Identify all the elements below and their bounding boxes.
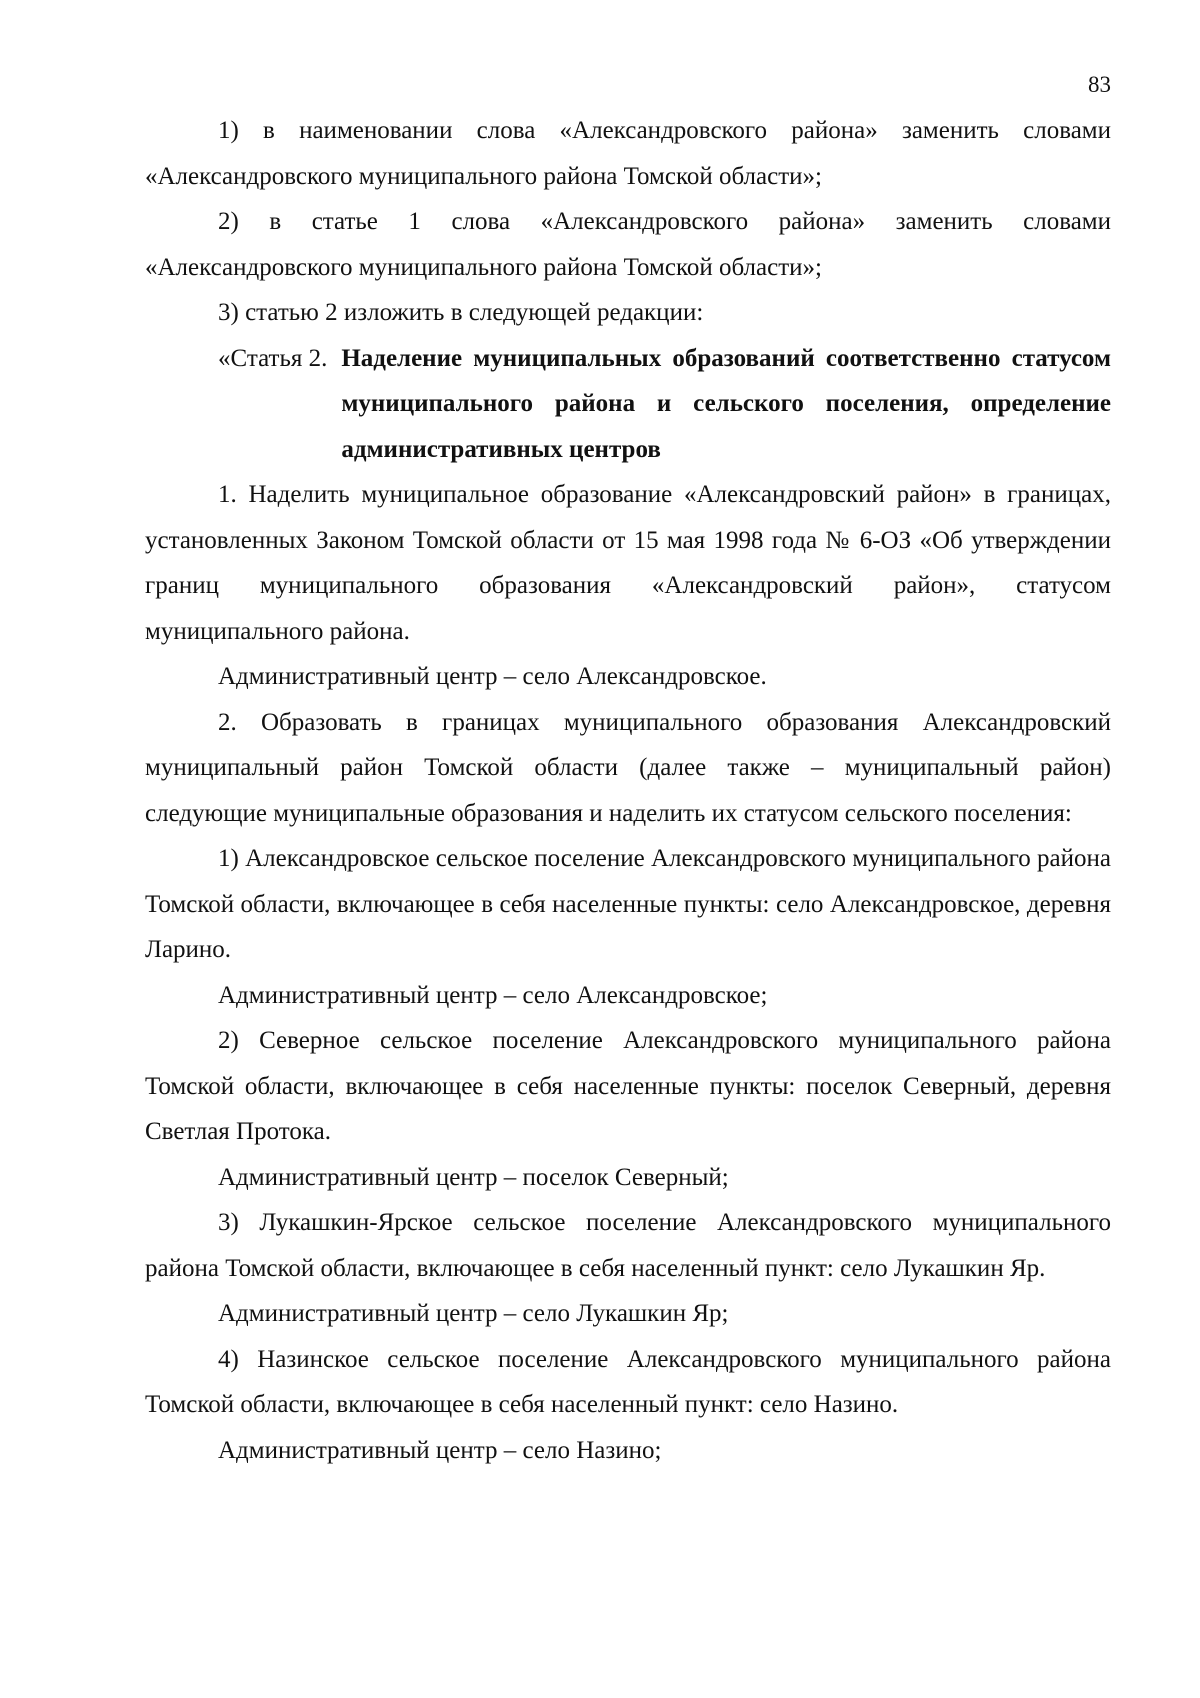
amendment-item-2: 2) в статье 1 слова «Александровского района» заменить словами «Александровского муниципального района Томской области»; <box>145 208 1111 281</box>
settlement-3: 3) Лукашкин-Ярское сельское поселение Александровского муниципального района Томской области, включающее в себя населенный пункт: село Лукашкин Яр. <box>145 1209 1111 1282</box>
admin-center-1: Административный центр – село Александровское; <box>218 981 768 1009</box>
admin-center-3: Административный центр – село Лукашкин Яр; <box>218 1300 729 1327</box>
clause-2: 2. Образовать в границах муниципального образования Александровский муниципальный район Томской области (далее также – муниципальный район) следующие муниципальные образования и наделить их статусом сельского поселения: <box>145 708 1111 827</box>
settlement-2: 2) Северное сельское поселение Александровского муниципального района Томской области, включающее в себя населенные пункты: поселок Северный, деревня Светлая Протока. <box>145 1027 1111 1145</box>
article-heading <box>145 336 1111 473</box>
amendment-item-1: 1) в наименовании слова «Александровского района» заменить словами «Александровского муниципального района Томской области»; <box>145 117 1111 190</box>
page-number: 83 <box>1088 72 1111 97</box>
clause-1: 1. Наделить муниципальное образование «Александровский район» в границах, установленных Законом Томской области от 15 мая 1998 года № 6-ОЗ «Об утверждении границ муниципального образования «Александровский район», статусом муниципального района. <box>145 481 1111 645</box>
document-body <box>145 108 1111 1473</box>
article-title: Наделение муниципальных образований соответственно статусом муниципального района и сельского поселения, определение административных центров <box>341 344 1111 463</box>
article-label: «Статья 2. <box>218 344 328 372</box>
admin-center-4: Административный центр – село Назино; <box>218 1436 662 1464</box>
settlement-4: 4) Назинское сельское поселение Александровского муниципального района Томской области, включающее в себя населенный пункт: село Назино. <box>145 1345 1111 1418</box>
settlement-1: 1) Александровское сельское поселение Александровского муниципального района Томской области, включающее в себя населенные пункты: село Александровское, деревня Ларино. <box>145 845 1111 963</box>
admin-center-district: Административный центр – село Александровское. <box>218 663 767 690</box>
amendment-item-3: 3) статью 2 изложить в следующей редакции: <box>218 299 704 326</box>
admin-center-2: Административный центр – поселок Северный; <box>218 1163 729 1191</box>
